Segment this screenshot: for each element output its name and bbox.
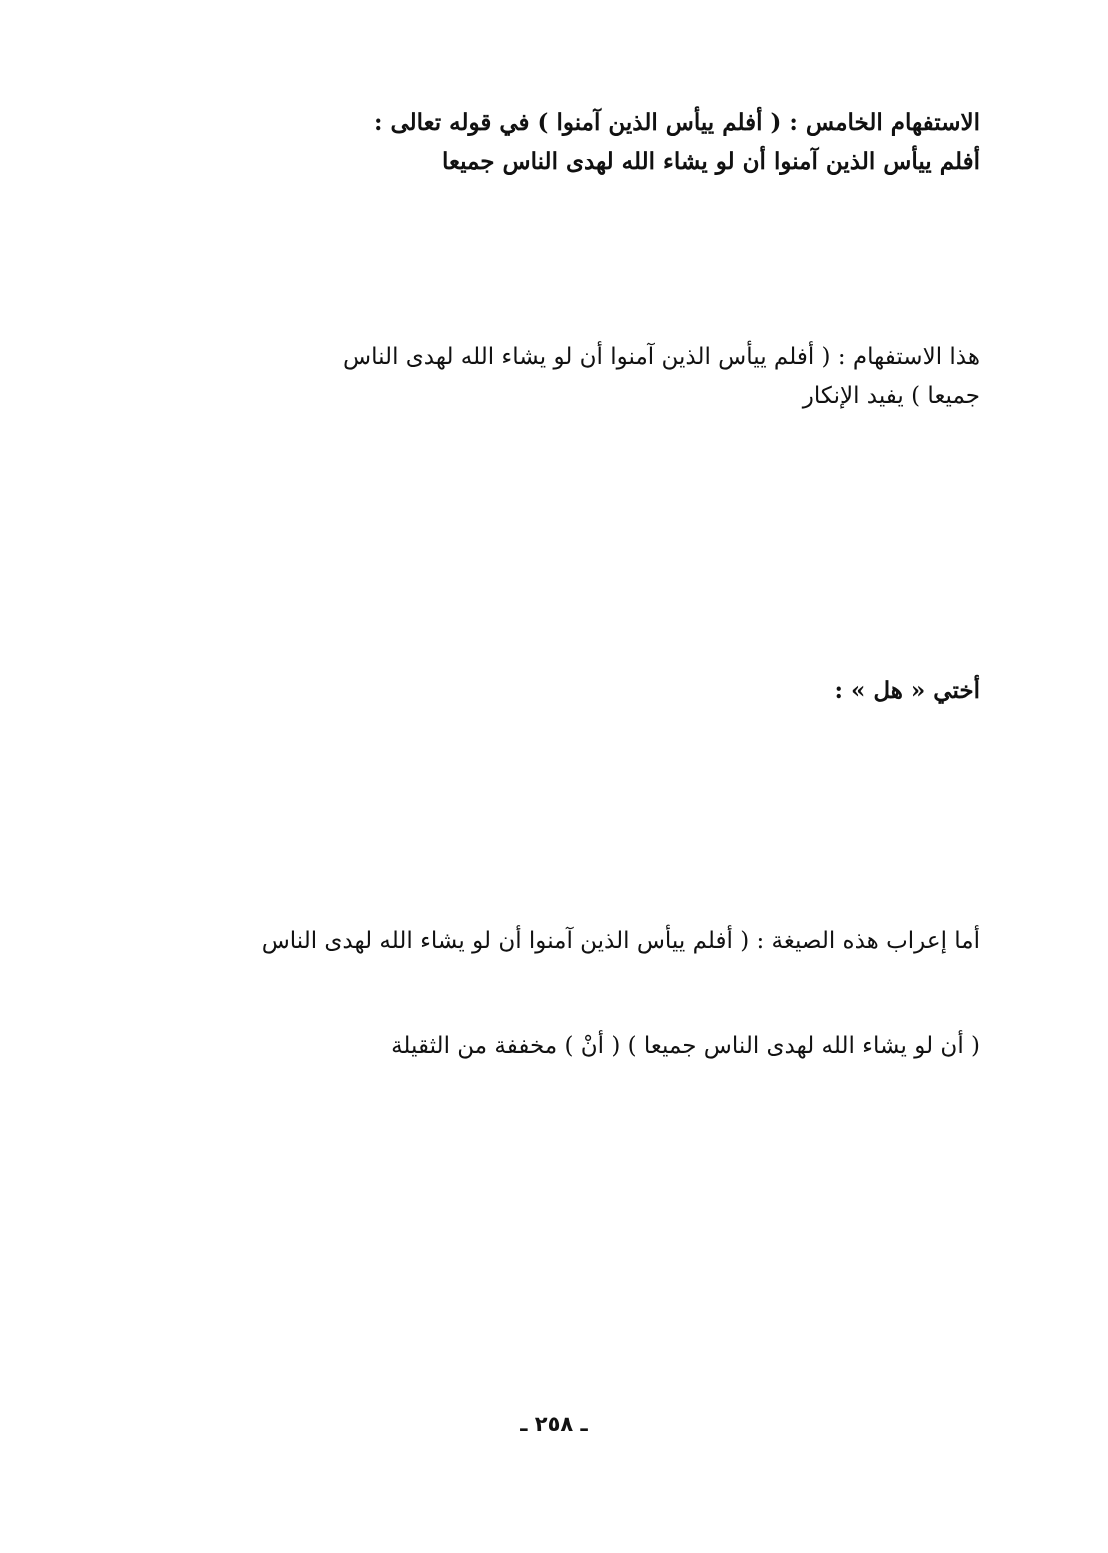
text-line: هذا الاستفهام : ( أفلم ييأس الذين آمنوا أن لو يشاء الله لهدى الناس [343, 344, 980, 370]
paragraph-1 [130, 104, 980, 181]
heading-line: أختي « هل » : [834, 677, 980, 704]
paragraph-2 [130, 338, 980, 415]
paragraph-4 [130, 922, 980, 961]
text-line: ( أن لو يشاء الله لهدى الناس جميعا ) ( أنْ ) مخففة من الثقيلة [391, 1033, 980, 1059]
text-line: الاستفهام الخامس : ( أفلم ييأس الذين آمنوا ) في قوله تعالى : [373, 109, 980, 136]
section-heading [130, 672, 980, 711]
text-line: أما إعراب هذه الصيغة : ( أفلم ييأس الذين آمنوا أن لو يشاء الله لهدى الناس [261, 928, 980, 954]
text-line: أفلم ييأس الذين آمنوا أن لو يشاء الله لهدى الناس جميعا [441, 147, 980, 175]
page-number: ـ ٢٥٨ ـ [520, 1412, 588, 1436]
paragraph-5 [130, 1027, 980, 1066]
text-line: جميعا ) يفيد الإنكار [802, 382, 980, 409]
